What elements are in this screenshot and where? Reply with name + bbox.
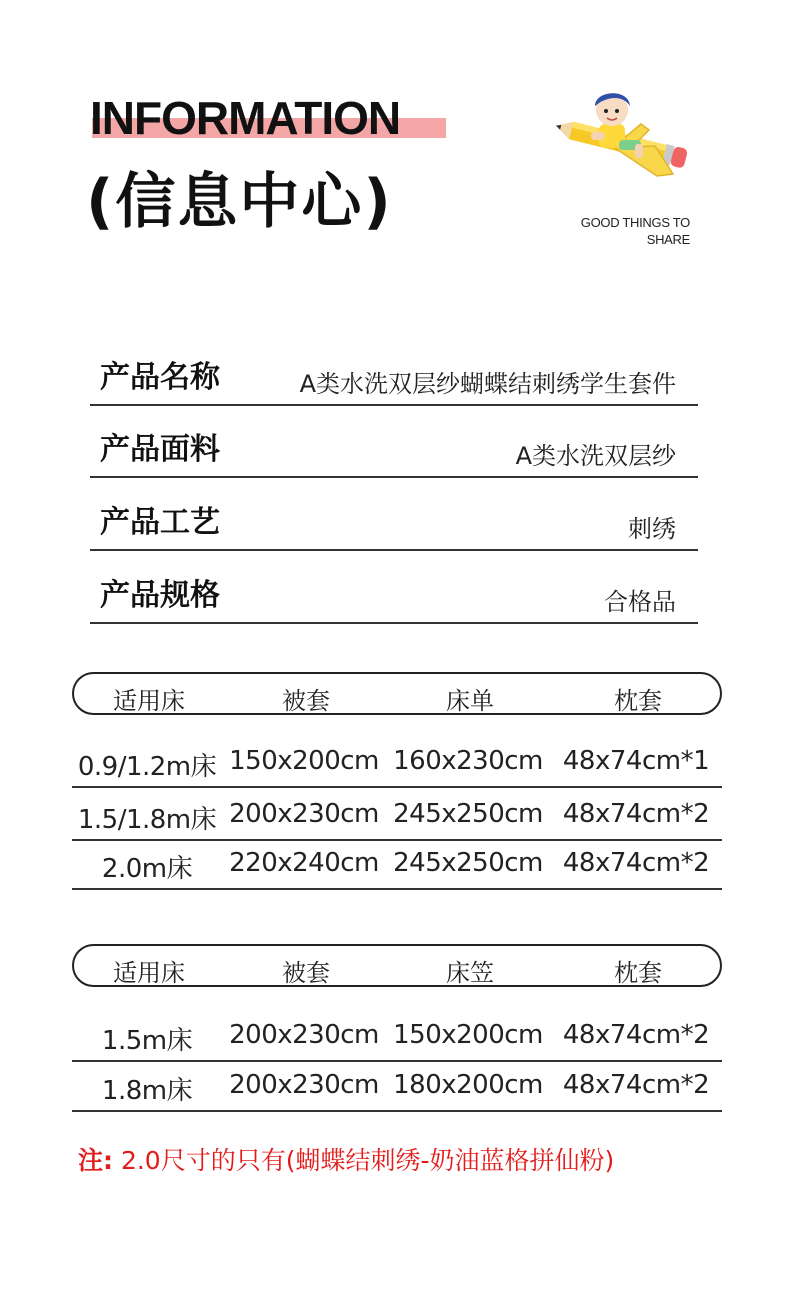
info-value: A类水洗双层纱蝴蝶结刺绣学生套件 — [299, 370, 676, 398]
table1-header — [72, 672, 722, 715]
table-cell: 180x200cm — [393, 1070, 543, 1100]
table1-header-duvet: 被套 — [282, 687, 330, 715]
info-label: 产品工艺 — [100, 505, 220, 540]
table-cell: 220x240cm — [229, 848, 379, 878]
table-cell: 160x230cm — [393, 746, 543, 776]
table2-header-pillow: 枕套 — [614, 959, 662, 987]
boy-riding-pencil-icon — [545, 84, 695, 196]
row-divider — [72, 888, 722, 890]
info-label: 产品面料 — [100, 432, 220, 467]
heading-en: INFORMATION — [90, 92, 401, 144]
table-row — [72, 1062, 722, 1112]
size-note — [78, 1141, 614, 1177]
table-cell: 48x74cm*1 — [562, 746, 710, 776]
table-cell: 245x250cm — [393, 848, 543, 878]
table1-header-sheet: 床单 — [446, 687, 494, 715]
info-label: 产品规格 — [100, 578, 220, 613]
table-cell: 200x230cm — [229, 1070, 379, 1100]
table-cell: 1.5/1.8m床 — [77, 805, 217, 835]
info-row-spec — [90, 562, 698, 624]
table2-header — [72, 944, 722, 987]
table-cell: 0.9/1.2m床 — [77, 752, 217, 782]
slogan — [560, 214, 690, 248]
table-cell: 245x250cm — [393, 799, 543, 829]
table-cell: 150x200cm — [229, 746, 379, 776]
table-cell: 200x230cm — [229, 799, 379, 829]
table-cell: 1.5m床 — [101, 1026, 193, 1056]
information-heading — [90, 92, 400, 144]
row-divider — [72, 1110, 722, 1112]
table-cell: 48x74cm*2 — [562, 1020, 710, 1050]
table-cell: 150x200cm — [393, 1020, 543, 1050]
info-row-name — [90, 344, 698, 406]
table-row — [72, 791, 722, 841]
table1-header-pillow: 枕套 — [614, 687, 662, 715]
heading-cn: (信息中心) — [86, 167, 393, 237]
table2-header-fitted-sheet: 床笠 — [446, 959, 494, 987]
table-cell: 48x74cm*2 — [562, 1070, 710, 1100]
table2-header-duvet: 被套 — [282, 959, 330, 987]
info-value: 刺绣 — [628, 515, 676, 543]
info-value: 合格品 — [604, 588, 676, 616]
table-row — [72, 738, 722, 788]
note-text: 2.0尺寸的只有(蝴蝶结刺绣-奶油蓝格拼仙粉) — [120, 1146, 615, 1175]
table-cell: 2.0m床 — [101, 854, 193, 884]
info-row-craft — [90, 489, 698, 551]
slogan-line-1: GOOD THINGS TO — [580, 215, 690, 230]
table1-header-bed: 适用床 — [113, 687, 185, 715]
table-cell: 48x74cm*2 — [562, 799, 710, 829]
table2-header-bed: 适用床 — [113, 959, 185, 987]
table-cell: 48x74cm*2 — [562, 848, 710, 878]
table-row — [72, 840, 722, 890]
slogan-line-2: SHARE — [646, 232, 690, 247]
table-cell: 1.8m床 — [101, 1076, 193, 1106]
row-divider — [72, 786, 722, 788]
table-row — [72, 1012, 722, 1062]
info-row-fabric — [90, 416, 698, 478]
table-cell: 200x230cm — [229, 1020, 379, 1050]
info-value: A类水洗双层纱 — [515, 442, 676, 470]
info-label: 产品名称 — [100, 360, 220, 395]
note-prefix: 注: — [78, 1146, 113, 1175]
